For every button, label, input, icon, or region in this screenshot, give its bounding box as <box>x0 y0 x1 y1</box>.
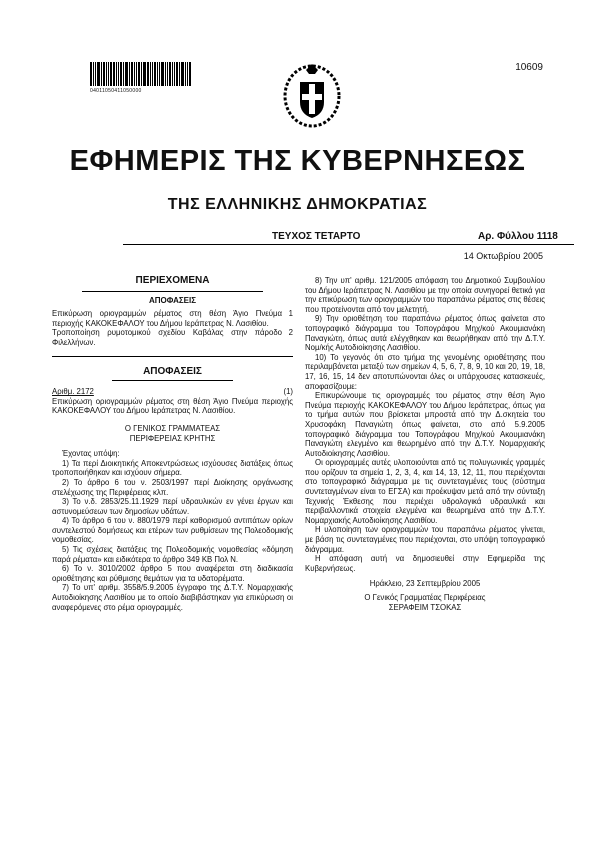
barcode-bar <box>90 62 92 86</box>
issue-date: 14 Οκτωβρίου 2005 <box>463 251 543 261</box>
barcode <box>90 62 192 86</box>
barcode-bar <box>95 62 96 86</box>
barcode-bar <box>131 62 133 86</box>
gazette-title: ΕΦΗΜΕΡΙΣ ΤΗΣ ΚΥΒΕΡΝΗΣΕΩΣ <box>69 145 526 177</box>
signatory-name: ΣΕΡΑΦΕΙΜ ΤΣΟΚΑΣ <box>388 602 462 612</box>
barcode-bar <box>179 62 180 86</box>
toc-item[interactable] <box>52 328 293 347</box>
barcode-bar <box>129 62 130 86</box>
decisions-heading: ΑΠΟΦΑΣΕΙΣ <box>143 365 202 377</box>
decision-number: Αριθμ. 2172 <box>52 387 94 397</box>
barcode-bar <box>185 62 186 86</box>
right-paragraph: Οι οριογραμμές αυτές υλοποιούνται από τις πολυγωνικές γραμμές που ορίζουν τα σημεία 1, 2, 3, 4, και 14, 13, 12, 11, που περιέχονται στο τοπογραφικό διάγραμμα με τις συντεταγμένες τους (σύστημα συντεταγμένων είναι το ΕΓΣΑ) και προέκυψαν μετά από την σύνταξη Τεχνικής Έκθεσης που περιέχει υδρολογικά υδραυλικά και περιβαλλοντικά στοιχεία ελεγμένα και θεωρημένα από την Δ.Τ.Υ. Νομαρχιακής Αυτοδιοίκησης Λασιθίου. <box>305 458 545 525</box>
greek-coat-of-arms-icon <box>282 60 342 128</box>
authority-line-1: Ο ΓΕΝΙΚΟΣ ΓΡΑΜΜΑΤΕΑΣ <box>124 423 221 433</box>
barcode-bar <box>125 62 128 86</box>
barcode-bar <box>116 62 117 86</box>
right-paragraph: Επικυρώνουμε τις οριογραμμές του ρέματος στην θέση Άγιο Πνεύμα περιοχής ΚΑΚΟΚΕΦΑΛΟΥ του Δήμου Ιεράπετρας, όπως για το τμήμα αυτών που βρίσκεται μπροστά από την Δ.σκητεία του Χρυσοφάκη Παναγιώτη όπως φαίνεται, στο από 5.9.2005 τοπογραφικό διάγραμμα του Τοπογράφου Μηχ/κού Ακουμιανάκη Παναγιώτη ελεγμένο και θεωρημένο από την Δ.Τ.Υ. Νομαρχιακής Αυτοδιοίκησης Λασιθίου. <box>305 391 545 458</box>
barcode-bar <box>123 62 124 86</box>
barcode-bar <box>161 62 164 86</box>
page-number: 10609 <box>515 62 543 73</box>
toc-heading: ΠΕΡΙΕΧΟΜΕΝΑ <box>135 275 210 286</box>
barcode-bar <box>174 62 175 86</box>
left-paragraph: 4) Το άρθρο 6 του ν. 880/1979 περί καθορισμού αντιπάτων ορίων συντελεστού δομήσεως και ετέρων των ρυθμίσεων της Πολεοδομικής νομοθεσίας. <box>52 516 293 545</box>
barcode-bar <box>106 62 107 86</box>
barcode-bar <box>167 62 169 86</box>
having-regard: Έχοντας υπόψη: <box>62 449 120 459</box>
barcode-bar <box>143 62 146 86</box>
barcode-bar <box>172 62 173 86</box>
toc-item-text: Τροποποίηση ρυμοτομικού σχεδίου Καβάλας στην πάροδο Φιλελλήνων. <box>52 328 282 347</box>
right-column <box>305 276 545 612</box>
barcode-bar <box>176 62 178 86</box>
left-paragraph: 3) Το ν.δ. 2853/25.11.1929 περί υδραυλικών εν γένει έργων και αστυνομεύσεων των δημοσίων υδάτων. <box>52 497 293 516</box>
decision-intro: Επικύρωση οριογραμμών ρέματος στη θέση Άγιο Πνεύμα περιοχής ΚΑΚΟΚΕΦΑΛΟΥ του Δήμου Ιεράπετρας Ν. Λασιθίου. <box>52 396 293 416</box>
gazette-subtitle: ΤΗΣ ΕΛΛΗΝΙΚΗΣ ΔΗΜΟΚΡΑΤΙΑΣ <box>167 196 428 213</box>
toc-item-page: 2 <box>288 328 293 338</box>
toc-item-page: 1 <box>288 309 293 319</box>
barcode-bar <box>141 62 142 86</box>
barcode-bar <box>169 62 171 86</box>
left-paragraph: 7) Το υπ' αριθμ. 3558/5.9.2005 έγγραφο της Δ.Τ.Υ. Νομαρχιακής Αυτοδιοίκησης Λασιθίου με το οποίο διαβιβάστηκαν για επικύρωση οι αναφερόμενες στο ρέμα οριογραμμές. <box>52 583 293 612</box>
header-divider <box>123 244 574 245</box>
barcode-number: 04011050411050000 <box>90 88 142 94</box>
barcode-bar <box>187 62 188 86</box>
right-paragraph: 9) Την οριοθέτηση του παραπάνω ρέματος όπως φαίνεται στο τοπογραφικό διάγραμμα του Τοπογράφου Μηχ/κού Ακουμιανάκη Παναγιώτη, όπως αυτά ελέγχθηκαν και θεωρήθηκαν από την Δ.Τ.Υ. Νομ/κής Αυτοδιοίκησης Λασιθίου. <box>305 314 545 353</box>
left-paragraph: 2) Το άρθρο 6 του ν. 2503/1997 περί Διοίκησης οργάνωσης στελέχωσης της Περιφέρειας κλπ. <box>52 477 293 497</box>
barcode-bar <box>138 62 140 86</box>
decision-number-row <box>52 387 293 397</box>
decision-ref: (1) <box>283 387 293 397</box>
barcode-bar <box>136 62 137 86</box>
barcode-bar <box>103 62 105 86</box>
toc-item[interactable] <box>52 309 293 328</box>
decisions-rule <box>112 380 233 381</box>
toc-rule <box>82 291 263 292</box>
barcode-bar <box>93 62 94 86</box>
issue-label: ΤΕΥΧΟΣ ΤΕΤΑΡΤΟ <box>272 231 361 242</box>
barcode-bar <box>157 62 158 86</box>
barcode-bar <box>159 62 160 86</box>
sheet-number: Αρ. Φύλλου 1118 <box>478 231 558 242</box>
right-paragraph: 10) Το γεγονός ότι στο τμήμα της γενομένης οριοθέτησης που περιλαμβάνεται μεταξύ των σημείων 4, 5, 6, 7, 8, 9, 10 και 20, 19, 18, 17, 16, 15, 14 δεν αποτυπώνονται όλες οι υπάρχουσες κατασκευές, αποφασίζουμε: <box>305 352 545 391</box>
place-date: Ηράκλειο, 23 Σεπτεμβρίου 2005 <box>369 579 481 589</box>
toc-item-text: Επικύρωση οριογραμμών ρέματος στη θέση Άγιο Πνεύμα περιοχής ΚΑΚΟΚΕΦΑΛΟΥ του Δήμου Ιεράπετρας Ν. Λασιθίου. <box>52 309 282 328</box>
barcode-bar <box>152 62 153 86</box>
barcode-bar <box>120 62 122 86</box>
right-paragraph: Η υλοποίηση των οριογραμμών του παραπάνω ρέματος γίνεται, με βάση τις συντεταγμένες που περιέχονται, στο υπόψη τοπογραφικό διάγραμμα. <box>305 525 545 554</box>
barcode-bar <box>118 62 119 86</box>
barcode-bar <box>134 62 135 86</box>
barcode-bar <box>108 62 109 86</box>
barcode-bar <box>113 62 116 86</box>
left-column <box>52 276 293 612</box>
toc-subheading: ΑΠΟΦΑΣΕΙΣ <box>148 295 197 305</box>
barcode-bar <box>181 62 184 86</box>
barcode-bar <box>189 62 191 86</box>
barcode-bar <box>147 62 149 86</box>
barcode-bar <box>101 62 102 86</box>
right-paragraph: 8) Την υπ' αριθμ. 121/2005 απόφαση του Δημοτικού Συμβουλίου του Δήμου Ιεράπετρας Ν. Λασιθίου με την οποία συνηγορεί θετικά για την επικύρωση των οριογραμμών του παραπάνω ρέματος στις θέσεις που προτείνονται από τον μελετητή. <box>305 276 545 314</box>
section-rule <box>52 356 293 357</box>
signatory-title: Ο Γενικός Γραμματέας Περιφέρειας <box>364 593 486 602</box>
right-paragraph: Η απόφαση αυτή να δημοσιευθεί στην Εφημερίδα της Κυβερνήσεως. <box>305 554 545 573</box>
barcode-bar <box>97 62 100 86</box>
left-paragraph: 1) Τα περί Διοικητικής Αποκεντρώσεως ισχύουσες διατάξεις όπως τροποποιήθηκαν και ισχύουν σήμερα. <box>52 458 293 478</box>
barcode-bar <box>150 62 151 86</box>
barcode-bar <box>110 62 112 86</box>
left-paragraph: 6) Το ν. 3010/2002 άρθρο 5 που αναφέρεται στη διαδικασία οριοθέτησης και ρύθμισης θεμάτων για τα υδατορέματα. <box>52 564 293 583</box>
left-paragraph: 5) Τις σχέσεις διατάξεις της Πολεοδομικής νομοθεσίας «δόμηση παρά ρέματα» και ειδικότερα το άρθρο 349 ΚΒ Πολ Ν. <box>52 545 293 564</box>
barcode-bar <box>165 62 166 86</box>
barcode-bar <box>154 62 156 86</box>
authority-line-2: ΠΕΡΙΦΕΡΕΙΑΣ ΚΡΗΤΗΣ <box>129 433 216 443</box>
